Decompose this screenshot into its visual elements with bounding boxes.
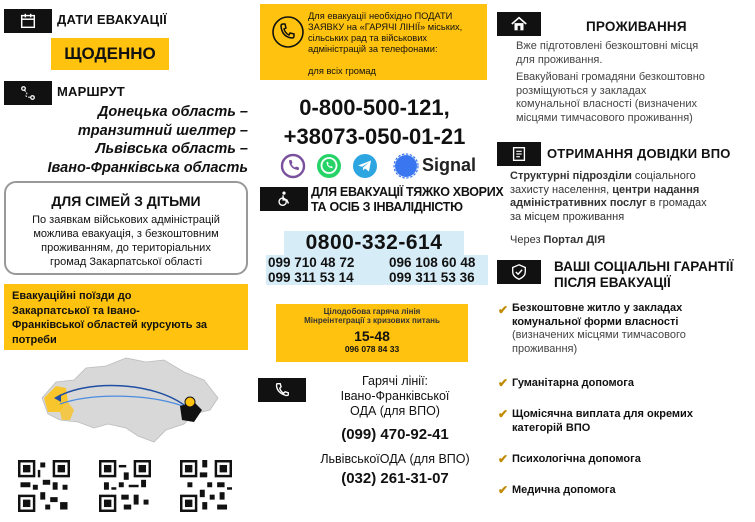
g1-line [512, 316, 746, 330]
check-icon: ✔ [498, 303, 509, 317]
cert-l2-a: захисту населення, [510, 183, 613, 196]
reint-line: Мінреінтеграції з кризових питань [304, 316, 440, 325]
phone-cell[interactable]: 099 710 48 72 [268, 255, 355, 270]
trains-line: Закарпатської та Івано- [12, 304, 140, 317]
request-line: адміністрацій за телефонами: [308, 44, 438, 54]
signal-label: Signal [422, 155, 477, 175]
phone-icon [258, 378, 306, 402]
route-line: Донецька область – [97, 104, 248, 120]
wheelchair-icon [260, 187, 308, 211]
cert-title: ОТРИМАННЯ ДОВІДКИ ВПО [547, 146, 731, 161]
cert-via-a: Через [510, 234, 544, 246]
phone-main-2[interactable]: +38073-050-01-21 [283, 124, 466, 149]
document-icon [497, 142, 541, 166]
cert-line: за місцем проживання [510, 210, 625, 223]
phone-main-1[interactable]: 0-800-500-121, [299, 95, 450, 120]
route-line: Івано-Франківська область [47, 159, 248, 176]
g2-text: Гуманітарна допомога [512, 377, 634, 389]
reintegration-box [276, 304, 468, 362]
cert-line [510, 170, 746, 184]
check-icon: ✔ [498, 376, 509, 390]
housing-line: розміщуються у закладах [516, 84, 647, 97]
cert-line [510, 184, 746, 198]
check-icon: ✔ [498, 452, 509, 466]
route-line: транзитний шелтер – [77, 122, 248, 139]
sick-phone[interactable]: 0800-332-614 [284, 231, 464, 255]
families-line: громад Закарпатської області [49, 256, 203, 268]
families-box [4, 181, 248, 275]
cert-l1-a: Структурні підрозділи [510, 170, 632, 182]
cert-l3-b: в громадах [646, 197, 707, 209]
sick-title-line: ТА ОСІБ З ІНВАЛІДНІСТЮ [311, 200, 463, 214]
families-line: проживанням, до територіальних [41, 242, 211, 254]
reint-short[interactable]: 15-48 [354, 328, 390, 344]
map-marker [185, 397, 195, 407]
housing-text-1 [516, 40, 746, 67]
request-line: сільських рад та військових [308, 33, 428, 43]
guarantee-item-4 [512, 453, 641, 467]
phone-cell[interactable]: 096 108 60 48 [389, 255, 476, 270]
phone-hand-icon [270, 14, 306, 50]
housing-text-2 [516, 71, 746, 125]
calendar-icon [4, 9, 52, 33]
sick-title-line: ДЛЯ ЕВАКУАЦІЇ ТЯЖКО ХВОРИХ [311, 185, 504, 199]
g5-text: Медична допомога [512, 484, 616, 496]
guar-title-line: ВАШІ СОЦІАЛЬНІ ГАРАНТІЇ [554, 259, 734, 274]
g3-text: категорій ВПО [512, 421, 591, 434]
hotlines-block [300, 374, 490, 419]
route-title: МАРШРУТ [57, 84, 125, 99]
g3-text: Щомісячна виплата для окремих [512, 408, 693, 420]
families-line: можлива евакуація, з безкоштовним [33, 228, 219, 240]
daily-label: ЩОДЕННО [64, 44, 156, 63]
guarantee-item-5 [512, 484, 616, 498]
housing-title: ПРОЖИВАННЯ [586, 19, 687, 34]
housing-line: комунальної власності (визначених [516, 98, 697, 110]
phone-cell[interactable]: 099 311 53 36 [389, 270, 475, 285]
ukraine-map [34, 350, 222, 450]
qr-code[interactable] [99, 460, 151, 512]
telegram-icon[interactable] [352, 153, 378, 179]
viber-icon[interactable] [280, 153, 306, 179]
housing-line: Вже підготовлені безкоштовні місця [516, 40, 699, 52]
qr-code[interactable] [18, 460, 70, 512]
housing-line: місцями тимчасового проживання) [516, 111, 693, 124]
route-text [12, 103, 248, 177]
g3-line [512, 422, 746, 436]
shield-check-icon [497, 260, 541, 284]
daily-banner [51, 38, 169, 70]
phone-cell[interactable]: 099 311 53 14 [268, 270, 354, 285]
hotline-if-line: ОДА (для ВПО) [350, 404, 440, 418]
guarantee-item-2 [512, 377, 634, 391]
housing-line: для проживання. [516, 53, 603, 66]
cert-text [510, 170, 746, 224]
g1-line [512, 302, 746, 316]
hotline-lv: ЛьвівськоїОДА (для ВПО) [320, 452, 470, 466]
families-title: ДЛЯ СІМЕЙ З ДІТЬМИ [51, 193, 201, 209]
check-icon: ✔ [498, 483, 509, 497]
cert-l3-a: адміністративних послуг [510, 197, 647, 209]
check-icon: ✔ [498, 407, 509, 421]
request-line: ЗАЯВКУ на «ГАРЯЧІ ЛІНІЇ» міських, [308, 22, 463, 32]
guarantees-title [554, 259, 733, 291]
g1-line: проживання) [512, 342, 578, 355]
whatsapp-icon[interactable] [316, 153, 342, 179]
hotlines-title: Гарячі лінії: [361, 374, 429, 388]
families-text [6, 213, 246, 269]
route-line: Львівська область – [95, 141, 248, 157]
trains-box [4, 284, 248, 350]
families-line: По заявкам військових адміністрацій [32, 214, 220, 226]
cert-l1-b: соціального [631, 170, 696, 182]
g4-text: Психологічна допомога [512, 453, 641, 465]
trains-line: Евакуаційні поїзди до [12, 290, 132, 302]
hotline-if-phone[interactable]: (099) 470-92-41 [341, 426, 449, 443]
housing-line: Евакуйовані громадяни безкоштовно [516, 71, 705, 83]
g3-line [512, 408, 746, 422]
request-box [260, 4, 487, 80]
reint-phone[interactable]: 096 078 84 33 [344, 344, 400, 354]
request-note: для всіх громад [308, 66, 376, 76]
qr-code[interactable] [180, 460, 232, 512]
cert-via [510, 234, 605, 246]
g1-text: комунальної форми власності [512, 315, 679, 328]
trains-line: Франківської областей курсують за [12, 319, 208, 331]
g1-text: Безкоштовне житло у закладах [512, 302, 683, 314]
guarantee-item-3 [512, 408, 746, 435]
request-text [308, 11, 484, 55]
reint-line: Цілодобова гаряча лінія [323, 307, 421, 316]
house-icon [497, 12, 541, 36]
cert-l2-b: центри надання [612, 183, 700, 196]
cert-line [510, 197, 746, 211]
hotline-if-line: Івано-Франківської [340, 389, 450, 403]
guar-title-line: ПІСЛЯ ЕВАКУАЦІЇ [554, 275, 671, 290]
trains-line: потреби [12, 333, 57, 346]
signal-icon[interactable] [393, 153, 419, 179]
route-icon [4, 81, 52, 105]
cert-via-b[interactable]: Портал ДІЯ [543, 234, 606, 246]
g1-line: (визначених місцями тимчасового [512, 329, 686, 341]
sick-title [311, 185, 503, 215]
hotline-lv-phone[interactable]: (032) 261-31-07 [341, 470, 449, 487]
dates-title: ДАТИ ЕВАКУАЦІЇ [57, 12, 167, 27]
guarantee-item-1 [512, 302, 746, 356]
request-line: Для евакуації необхідно ПОДАТИ [308, 11, 453, 21]
